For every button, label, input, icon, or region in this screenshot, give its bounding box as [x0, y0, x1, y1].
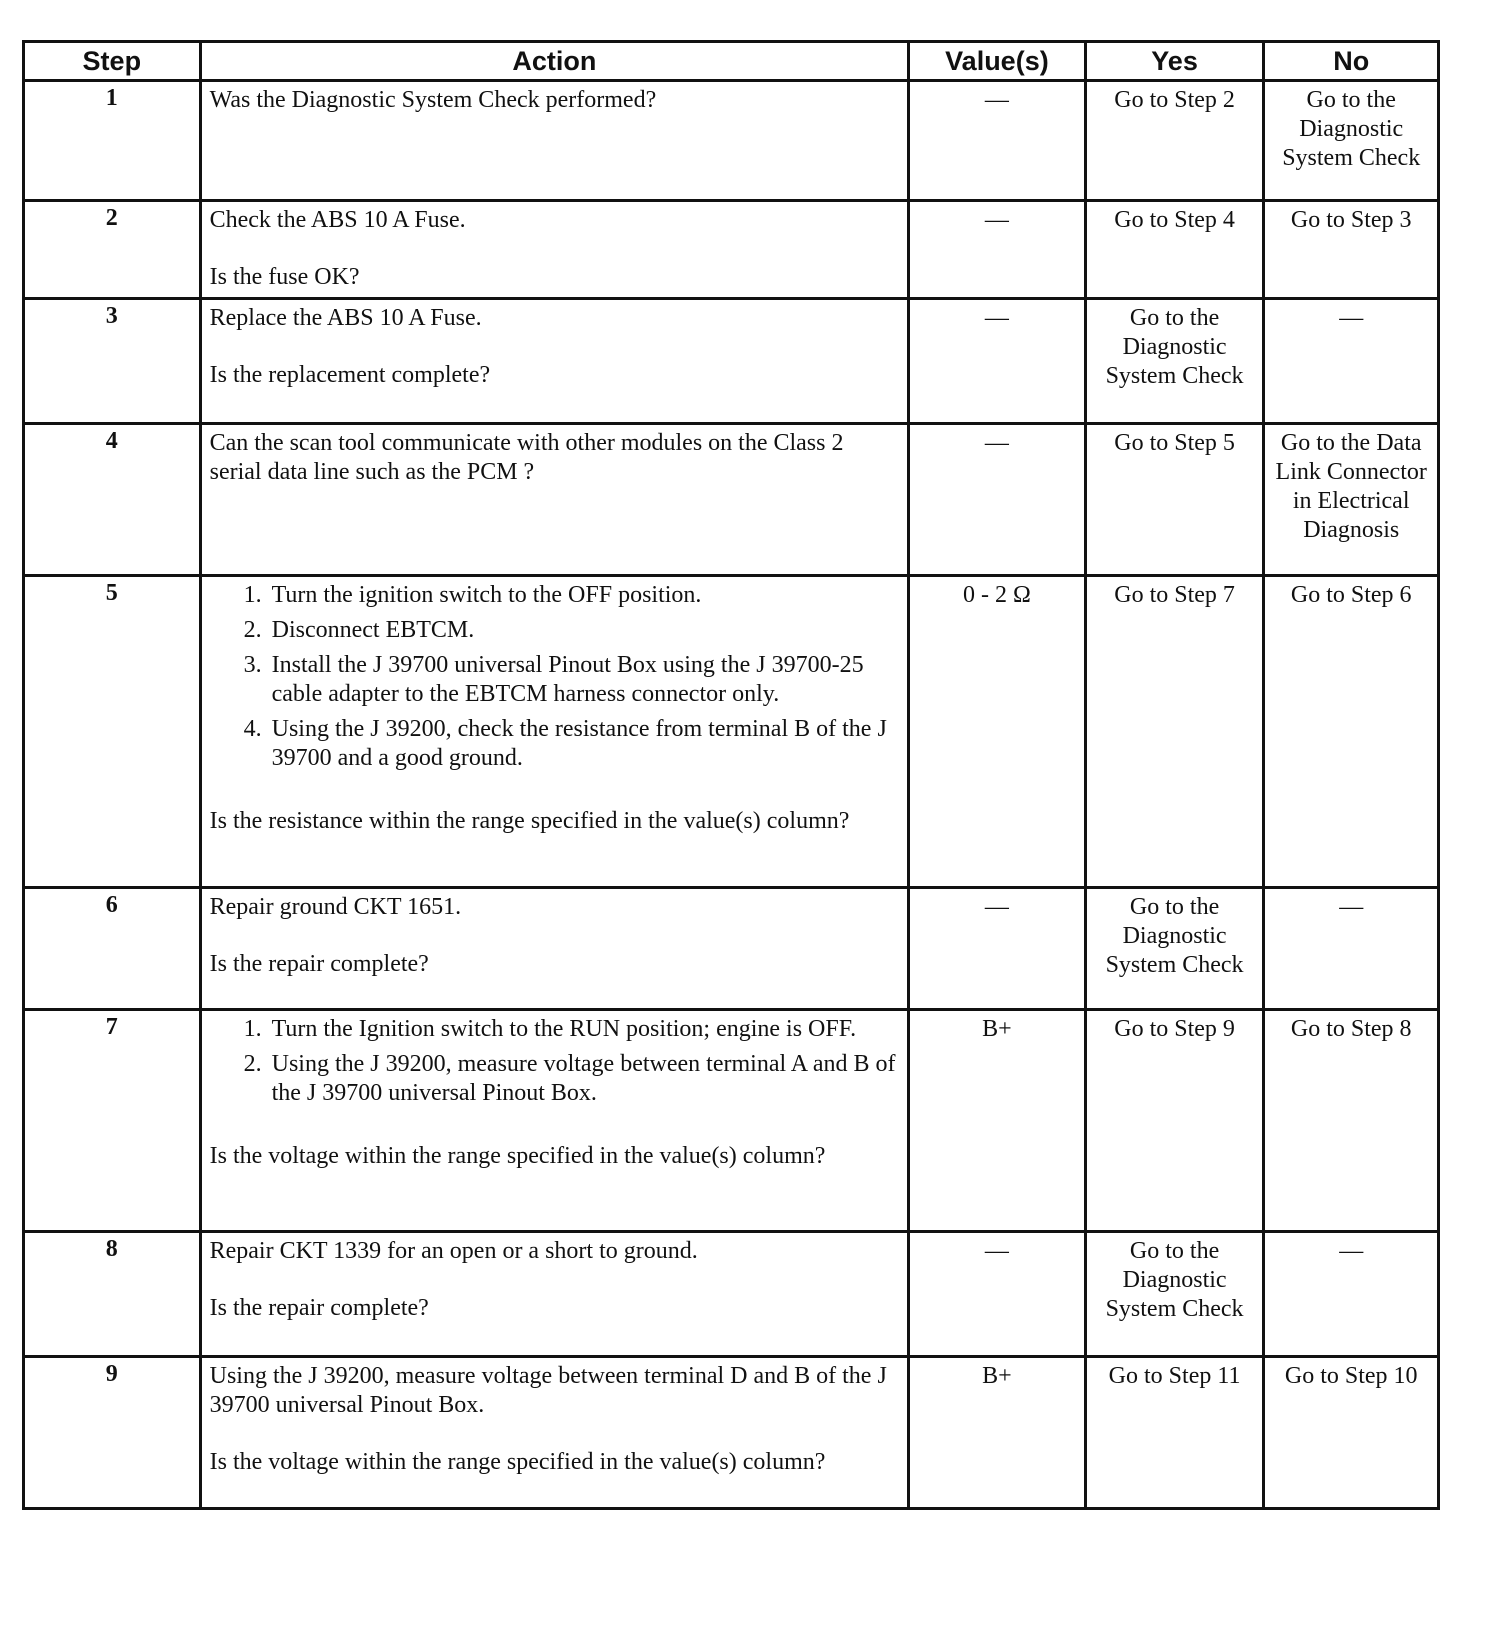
action-steps-list [210, 1015, 900, 1108]
action-cell [200, 81, 909, 201]
no-cell: Go to Step 10 [1264, 1357, 1439, 1509]
yes-cell: Go to the Diagnostic System Check [1085, 1232, 1264, 1357]
table-body [24, 81, 1439, 1509]
action-cell [200, 1357, 909, 1509]
value-cell: B+ [909, 1357, 1086, 1509]
table-row [24, 576, 1439, 888]
yes-cell: Go to the Diagnostic System Check [1085, 888, 1264, 1010]
action-steps-list [210, 581, 900, 773]
yes-cell: Go to Step 5 [1085, 424, 1264, 576]
action-step-item: 1. Turn the Ignition switch to the RUN position; engine is OFF. [268, 1015, 900, 1044]
yes-cell: Go to Step 9 [1085, 1010, 1264, 1232]
action-text: Repair CKT 1339 for an open or a short to ground. [209, 1238, 698, 1264]
action-text: Repair ground CKT 1651. [209, 894, 462, 920]
action-text: Can the scan tool communicate with other modules on the Class 2 serial data line such as the PCM ? [209, 430, 844, 485]
header-yes: Yes [1085, 42, 1264, 81]
step-number: 4 [24, 424, 201, 576]
diagnostic-table [22, 40, 1440, 1510]
value-cell: B+ [909, 1010, 1086, 1232]
yes-cell: Go to Step 4 [1085, 201, 1264, 299]
action-step-item: 2. Using the J 39200, measure voltage between terminal A and B of the J 39700 universal Pinout Box. [268, 1050, 900, 1108]
header-values: Value(s) [909, 42, 1086, 81]
table-row [24, 1010, 1439, 1232]
yes-cell: Go to Step 2 [1085, 81, 1264, 201]
step-number: 1 [24, 81, 201, 201]
no-cell: — [1264, 1232, 1439, 1357]
step-number: 9 [24, 1357, 201, 1509]
yes-cell: Go to Step 7 [1085, 576, 1264, 888]
action-step-item: 1. Turn the ignition switch to the OFF position. [268, 581, 900, 610]
step-number: 3 [24, 299, 201, 424]
value-cell: — [909, 201, 1086, 299]
action-text: Replace the ABS 10 A Fuse. [209, 305, 482, 331]
table-row [24, 299, 1439, 424]
table-row [24, 201, 1439, 299]
table-row [24, 424, 1439, 576]
table-row [24, 888, 1439, 1010]
table-row [24, 1357, 1439, 1509]
action-step-item: 4. Using the J 39200, check the resistance from terminal B of the J 39700 and a good ground. [268, 715, 900, 773]
no-cell: Go to Step 8 [1264, 1010, 1439, 1232]
step-number: 2 [24, 201, 201, 299]
action-cell [200, 1010, 909, 1232]
table-row [24, 1232, 1439, 1357]
step-number: 8 [24, 1232, 201, 1357]
header-row [24, 42, 1439, 81]
action-text: Using the J 39200, measure voltage between terminal D and B of the J 39700 universal Pinout Box. [209, 1363, 887, 1418]
no-cell: Go to the Data Link Connector in Electrical Diagnosis [1264, 424, 1439, 576]
no-cell: — [1264, 299, 1439, 424]
no-cell: Go to the Diagnostic System Check [1264, 81, 1439, 201]
action-question: Is the repair complete? [209, 1295, 429, 1321]
value-cell: — [909, 81, 1086, 201]
action-question: Is the repair complete? [209, 951, 429, 977]
header-no: No [1264, 42, 1439, 81]
action-step-item: 3. Install the J 39700 universal Pinout Box using the J 39700-25 cable adapter to the EBTCM harness connector only. [268, 651, 900, 709]
step-number: 5 [24, 576, 201, 888]
no-cell: Go to Step 6 [1264, 576, 1439, 888]
action-cell [200, 299, 909, 424]
action-cell [200, 888, 909, 1010]
value-cell: — [909, 299, 1086, 424]
value-cell: 0 - 2 Ω [909, 576, 1086, 888]
action-question: Is the voltage within the range specified in the value(s) column? [209, 1143, 826, 1169]
value-cell: — [909, 424, 1086, 576]
no-cell: — [1264, 888, 1439, 1010]
action-cell [200, 424, 909, 576]
value-cell: — [909, 888, 1086, 1010]
action-cell [200, 201, 909, 299]
action-question: Is the replacement complete? [209, 362, 491, 388]
step-number: 7 [24, 1010, 201, 1232]
action-step-item: 2. Disconnect EBTCM. [268, 616, 900, 645]
diagnostic-table-sheet [22, 40, 1440, 1510]
action-question: Is the fuse OK? [209, 264, 360, 290]
yes-cell: Go to Step 11 [1085, 1357, 1264, 1509]
action-cell [200, 576, 909, 888]
action-text: Check the ABS 10 A Fuse. [209, 207, 466, 233]
action-question: Is the resistance within the range specified in the value(s) column? [209, 808, 850, 834]
header-step: Step [24, 42, 201, 81]
action-question: Is the voltage within the range specified in the value(s) column? [209, 1449, 826, 1475]
table-row [24, 81, 1439, 201]
yes-cell: Go to the Diagnostic System Check [1085, 299, 1264, 424]
value-cell: — [909, 1232, 1086, 1357]
action-text: Was the Diagnostic System Check performed? [209, 87, 657, 113]
step-number: 6 [24, 888, 201, 1010]
header-action: Action [200, 42, 909, 81]
no-cell: Go to Step 3 [1264, 201, 1439, 299]
action-cell [200, 1232, 909, 1357]
